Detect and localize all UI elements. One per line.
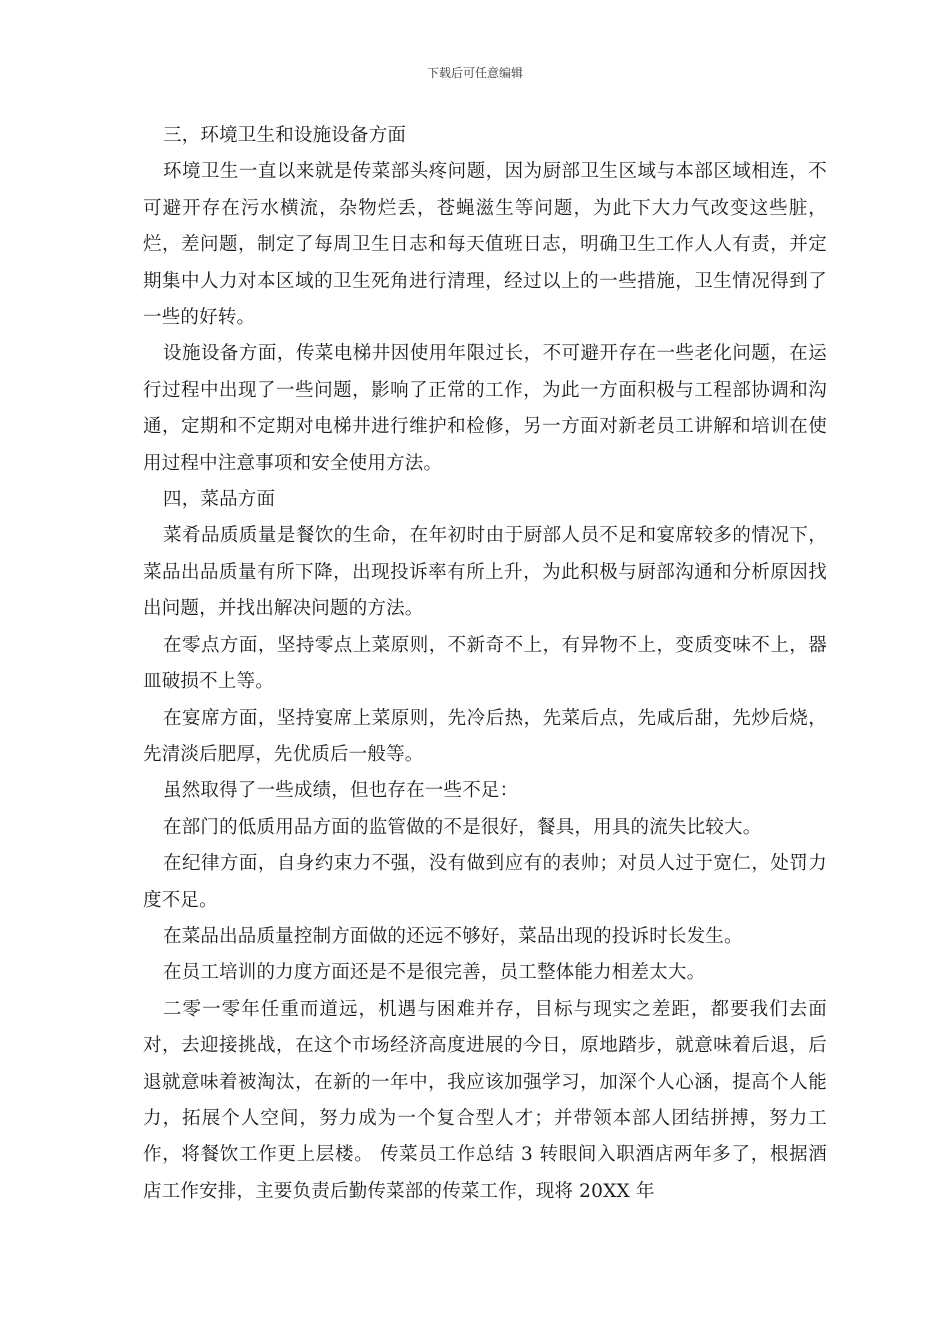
paragraph-dish-quality: 菜肴品质质量是餐饮的生命，在年初时由于厨部人员不足和宴席较多的情况下，菜品出品质量有所下降，出现投诉率有所上升，为此积极与厨部沟通和分析原因找出问题，并找出解决问题的方法。 xyxy=(143,525,827,620)
paragraph-training: 在员工培训的力度方面还是不是很完善，员工整体能力相差太大。 xyxy=(163,962,706,984)
paragraph-environment-hygiene: 环境卫生一直以来就是传菜部头疼问题，因为厨部卫生区域与本部区域相连，不可避开存在污水横流，杂物烂丢，苍蝇滋生等问题，为此下大力气改变这些脏，烂，差问题，制定了每周卫生日志和每天值班日志，明确卫生工作人人有责，并定期集中人力对本区域的卫生死角进行清理，经过以上的一些措施，卫生情况得到了一些的好转。 xyxy=(143,161,827,329)
paragraph-discipline: 在纪律方面，自身约束力不强，没有做到应有的表帅；对员人过于宽仁，处罚力度不足。 xyxy=(143,853,827,911)
section-heading-environment: 三，环境卫生和设施设备方面 xyxy=(163,125,407,146)
paragraph-supplies: 在部门的低质用品方面的监管做的不是很好，餐具，用具的流失比较大。 xyxy=(163,816,762,838)
paragraph-facilities: 设施设备方面，传菜电梯井因使用年限过长，不可避开存在一些老化问题，在运行过程中出现了一些问题，影响了正常的工作，为此一方面积极与工程部协调和沟通，定期和不定期对电梯井进行维护和检修，另一方面对新老员工讲解和培训在使用过程中注意事项和安全使用方法。 xyxy=(143,343,827,474)
paragraph-shortcomings-intro: 虽然取得了一些成绩，但也存在一些不足： xyxy=(163,780,519,802)
paragraph-banquet: 在宴席方面，坚持宴席上菜原则，先冷后热，先菜后点，先咸后甜，先炒后烧，先清淡后肥厚，先优质后一般等。 xyxy=(143,707,827,765)
section-heading-dishes: 四，菜品方面 xyxy=(163,489,276,511)
page-header: 下载后可任意编辑 xyxy=(426,66,523,80)
paragraph-outlook: 二零一零年任重而道远，机遇与困难并存，目标与现实之差距，都要我们去面对，去迎接挑战，在这个市场经济高度进展的今日，原地踏步，就意味着后退，后退就意味着被淘汰，在新的一年中，我应该加强学习，加深个人心涵，提高个人能力，拓展个人空间，努力成为一个复合型人才；并带领本部人团结拼搏，努力工作，将餐饮工作更上层楼。 传菜员工作总结 3 转眼间入职酒店两年多了，根据酒店工作安排，主要负责后勤传菜部的传菜工作，现将 20XX 年 xyxy=(143,998,827,1202)
paragraph-quality-control: 在菜品出品质量控制方面做的还远不够好，菜品出现的投诉时长发生。 xyxy=(163,925,743,947)
document-body xyxy=(143,118,827,1210)
paragraph-a-la-carte: 在零点方面，坚持零点上菜原则，不新奇不上，有异物不上，变质变味不上，器皿破损不上等。 xyxy=(143,634,827,693)
